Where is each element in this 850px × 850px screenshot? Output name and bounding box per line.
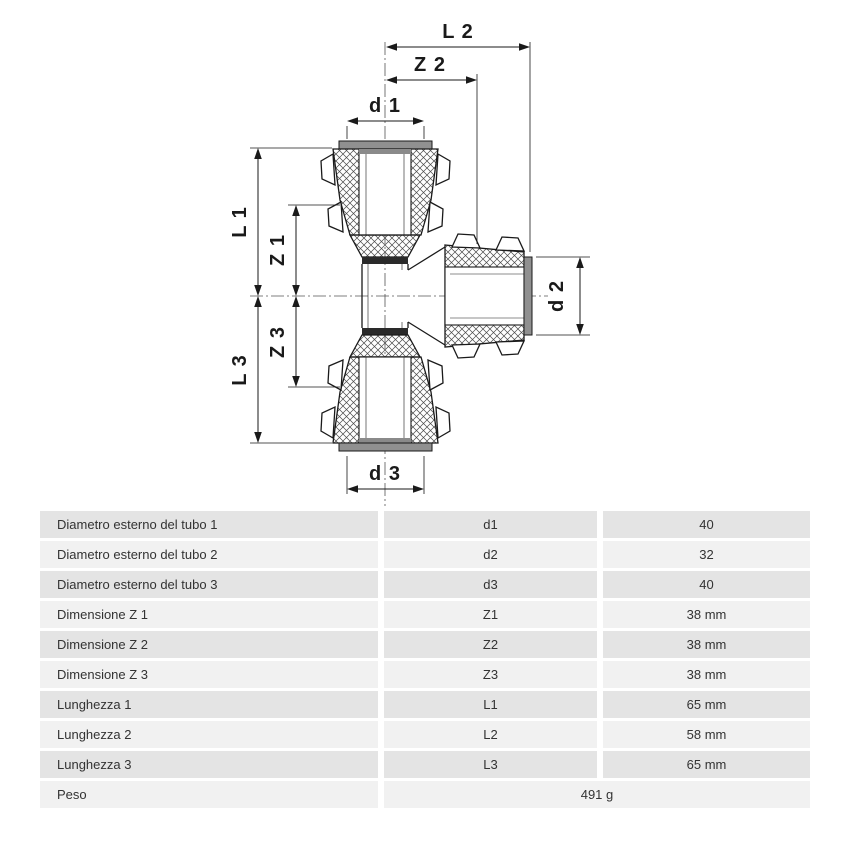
dim-label-Z3: Z 3 [267,326,289,358]
spec-label: Peso [40,781,378,808]
spec-label: Dimensione Z 2 [40,631,378,658]
spec-value: 38 mm [603,601,810,628]
spec-symbol: d2 [384,541,597,568]
table-row-l1 [40,691,810,718]
table-row-d3 [40,571,810,598]
spec-value-merged: 491 g [384,781,810,808]
dim-label-d3: d 3 [369,463,401,485]
spec-value: 58 mm [603,721,810,748]
dim-L1 [229,148,332,296]
table-row-peso [40,781,810,808]
spec-symbol: L1 [384,691,597,718]
bottom-nut [321,328,450,451]
spec-label: Diametro esterno del tubo 2 [40,541,378,568]
table-row-z3 [40,661,810,688]
spec-value: 40 [603,511,810,538]
spec-label: Dimensione Z 3 [40,661,378,688]
spec-label: Dimensione Z 1 [40,601,378,628]
spec-label: Lunghezza 2 [40,721,378,748]
spec-value: 40 [603,571,810,598]
spec-value: 38 mm [603,631,810,658]
dim-label-L2: L 2 [442,21,474,43]
spec-value: 65 mm [603,691,810,718]
spec-table [40,511,810,808]
spec-symbol: Z1 [384,601,597,628]
spec-symbol: Z3 [384,661,597,688]
spec-label: Lunghezza 1 [40,691,378,718]
spec-symbol: d1 [384,511,597,538]
spec-symbol: d3 [384,571,597,598]
table-row-d1 [40,511,810,538]
dim-d1 [347,95,424,139]
spec-value: 38 mm [603,661,810,688]
table-row-l2 [40,721,810,748]
spec-symbol: L3 [384,751,597,778]
dim-L3 [229,296,332,443]
dim-label-Z2: Z 2 [414,54,446,76]
table-row-d2 [40,541,810,568]
spec-symbol: L2 [384,721,597,748]
table-row-z2 [40,631,810,658]
spec-label: Diametro esterno del tubo 1 [40,511,378,538]
dim-label-d2: d 2 [546,280,568,312]
spec-value: 32 [603,541,810,568]
table-row-z1 [40,601,810,628]
dim-d3 [347,456,424,494]
spec-label: Lunghezza 3 [40,751,378,778]
spec-value: 65 mm [603,751,810,778]
dim-label-L3: L 3 [229,354,251,386]
dim-label-L1: L 1 [229,206,251,238]
dim-label-d1: d 1 [369,95,401,117]
spec-symbol: Z2 [384,631,597,658]
dim-label-Z1: Z 1 [267,234,289,266]
table-row-l3 [40,751,810,778]
spec-label: Diametro esterno del tubo 3 [40,571,378,598]
top-nut [321,141,450,264]
